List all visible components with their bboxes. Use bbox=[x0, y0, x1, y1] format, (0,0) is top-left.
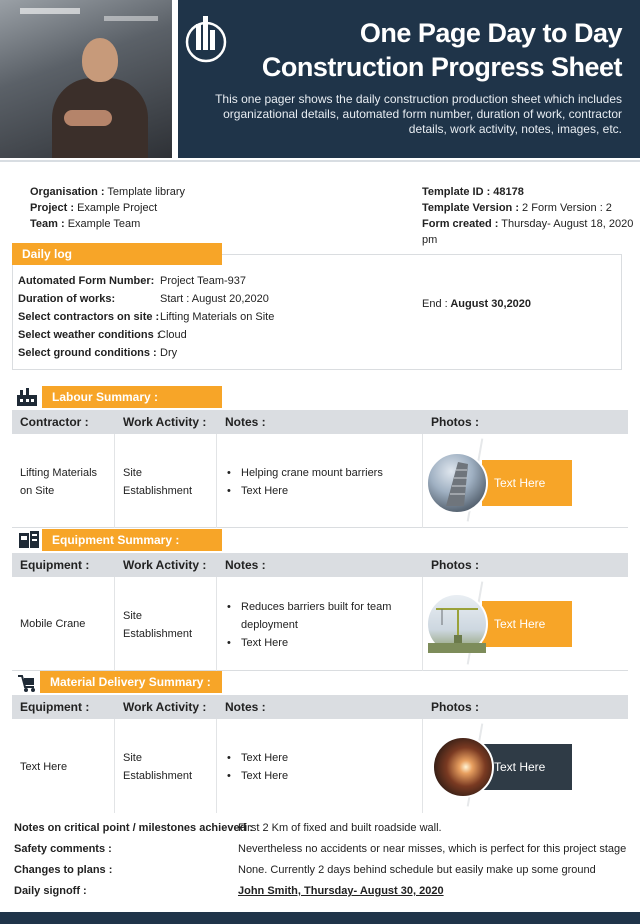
header-banner bbox=[178, 0, 640, 158]
sparks-photo bbox=[432, 736, 494, 798]
project-meta: Organisation : Template library Project : Example Project Team : Example Team bbox=[30, 186, 186, 230]
footer-bar bbox=[0, 912, 640, 924]
notes-cell bbox=[225, 749, 288, 785]
page-header bbox=[0, 0, 640, 160]
daily-log-row: Duration of works: Start : August 20,2020 bbox=[18, 293, 269, 305]
notes-cell bbox=[225, 464, 383, 500]
changes-row: Changes to plans : None. Currently 2 days behind schedule but easily make up some ground bbox=[14, 864, 596, 876]
list-item: • Text Here bbox=[225, 767, 288, 785]
equipment-cell: Mobile Crane bbox=[20, 618, 86, 630]
labour-summary-tag: Labour Summary : bbox=[42, 386, 222, 408]
list-item: • Text Here bbox=[225, 749, 288, 767]
worker-photo bbox=[0, 0, 172, 158]
material-delivery-tag: Material Delivery Summary : bbox=[40, 671, 222, 693]
daily-log-row: Select ground conditions : Dry bbox=[18, 347, 178, 359]
photo-caption-box: Text Here bbox=[482, 460, 572, 506]
photo-caption-box: Text Here bbox=[482, 601, 572, 647]
list-item: • Helping crane mount barriers bbox=[225, 464, 383, 482]
template-meta: Template ID : 48178 Template Version : 2 Form Version : 2 Form created : Thursday- August 18, 2020 pm bbox=[422, 186, 634, 246]
material-table-header: Equipment : Work Activity : Notes : Photos : bbox=[12, 695, 628, 719]
list-item: • Reduces barriers built for team deployment bbox=[225, 598, 391, 634]
list-item: • Text Here bbox=[225, 482, 383, 500]
delivery-cart-icon bbox=[16, 673, 38, 693]
milestones-row: Notes on critical point / milestones achieved : First 2 Km of fixed and built roadside wall. bbox=[14, 822, 442, 834]
daily-log-end: End : August 30,2020 bbox=[422, 298, 532, 310]
equipment-summary-tag: Equipment Summary : bbox=[42, 529, 222, 551]
notes-cell bbox=[225, 598, 391, 652]
labour-table-row bbox=[12, 434, 628, 528]
equipment-icon bbox=[18, 530, 40, 550]
page-title: One Page Day to Day Construction Progress Sheet bbox=[261, 18, 622, 82]
crane-photo bbox=[426, 593, 488, 655]
equipment-table-row bbox=[12, 577, 628, 671]
building-logo-icon bbox=[184, 10, 228, 64]
header-divider bbox=[0, 160, 640, 162]
work-activity-cell: Site Establishment bbox=[123, 752, 193, 782]
building-photo bbox=[426, 452, 488, 514]
factory-icon bbox=[16, 387, 38, 407]
photo-caption-box: Text Here bbox=[482, 744, 572, 790]
daily-log-tag: Daily log bbox=[12, 243, 222, 265]
material-table-row bbox=[12, 719, 628, 813]
work-activity-cell: Site Establishment bbox=[123, 610, 193, 640]
daily-log-row: Automated Form Number: Project Team-937 bbox=[18, 275, 247, 287]
daily-log-row: Select weather conditions : Cloud bbox=[18, 329, 187, 341]
equipment-table-header: Equipment : Work Activity : Notes : Photos : bbox=[12, 553, 628, 577]
safety-row: Safety comments : Nevertheless no accidents or near misses, which is perfect for this project stage bbox=[14, 843, 627, 855]
work-activity-cell: Site Establishment bbox=[123, 467, 193, 497]
equipment-cell: Text Here bbox=[20, 761, 68, 773]
labour-table-header: Contractor : Work Activity : Notes : Photos : bbox=[12, 410, 628, 434]
daily-log-row: Select contractors on site : Lifting Materials on Site bbox=[18, 311, 275, 323]
contractor-cell: Lifting Materials on Site bbox=[20, 467, 98, 497]
signoff-row: Daily signoff : John Smith, Thursday- August 30, 2020 bbox=[14, 885, 444, 897]
page-subtitle: This one pager shows the daily construction production sheet which includes organizational details, automated form number, duration of work, contractor details, work activity, notes, images, etc. bbox=[215, 92, 622, 136]
list-item: • Text Here bbox=[225, 634, 391, 652]
